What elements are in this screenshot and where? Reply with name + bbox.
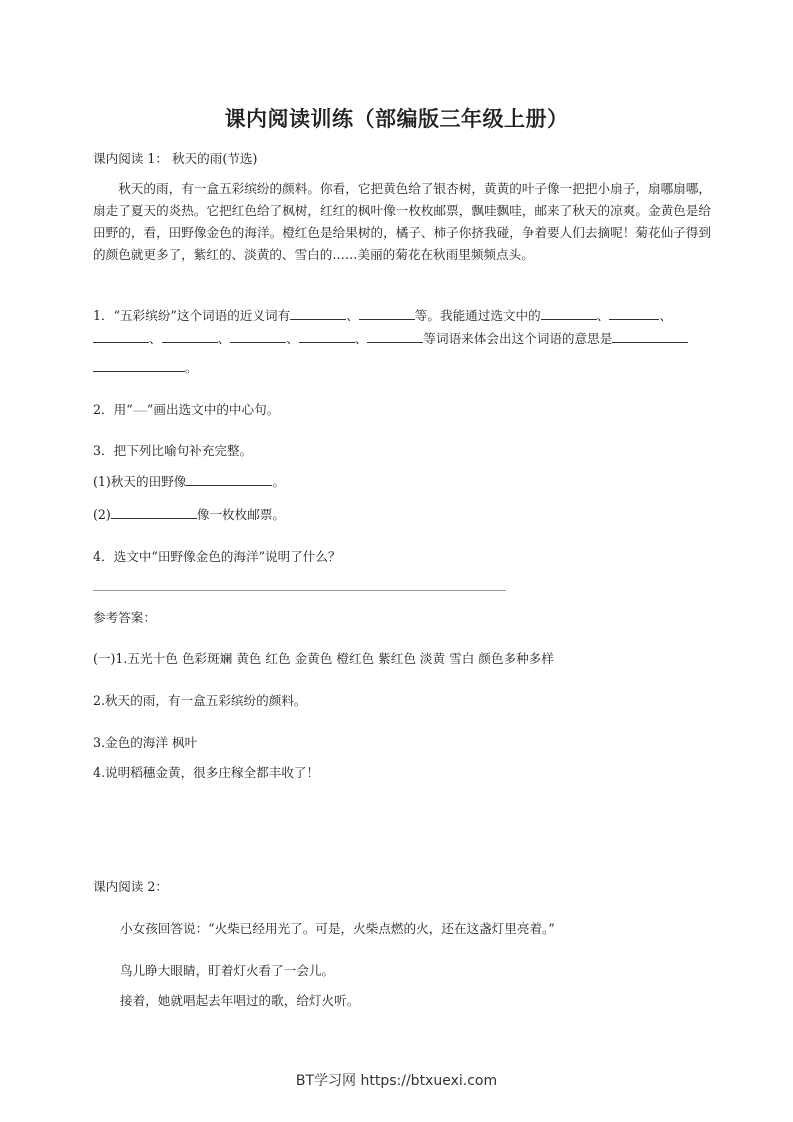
answer-1: (一)1.五光十色 色彩斑斓 黄色 红色 金黄色 橙红色 紫红色 淡黄 雪白 颜色多种多样 <box>93 651 554 666</box>
wavy-line-mark: ------ <box>132 406 147 417</box>
reading2-line-3: 接着，她就唱起去年唱过的歌，给灯火听。 <box>120 993 360 1008</box>
q3-text: 像一枚枚邮票。 <box>196 507 285 522</box>
q3-text: (2) <box>93 507 111 522</box>
reading2-line-1: 小女孩回答说：“火柴已经用光了。可是，火柴点燃的火，还在这盏灯里亮着。” <box>120 921 555 936</box>
answer-blank[interactable] <box>93 359 185 372</box>
reading1-passage <box>93 178 711 266</box>
answer-4: 4.说明稻穗金黄，很多庄稼全都丰收了！ <box>93 765 320 780</box>
separator: 、 <box>149 331 162 346</box>
answer-blank[interactable] <box>290 307 346 320</box>
answer-blank[interactable] <box>609 307 659 320</box>
answer-blank[interactable] <box>93 330 149 343</box>
question-2 <box>93 402 279 420</box>
answer-blank[interactable] <box>186 473 272 486</box>
footer-watermark: BT学习网 https://btxuexi.com <box>295 1073 498 1089</box>
answer-blank[interactable] <box>612 330 688 343</box>
reading2-line-2: 鸟儿睁大眼睛，盯着灯火看了一会儿。 <box>120 963 335 978</box>
page-title: 课内阅读训练（部编版三年级上册） <box>224 107 569 131</box>
answer-blank[interactable] <box>230 330 286 343</box>
period: 。 <box>272 474 285 489</box>
question-1-line-3 <box>93 359 198 376</box>
separator: 、 <box>217 331 231 346</box>
answer-2: 2.秋天的雨，有一盒五彩缤纷的颜料。 <box>93 693 307 708</box>
reading2-heading: 课内阅读 2： <box>93 879 168 894</box>
question-3-item-2 <box>93 506 285 523</box>
separator: 、 <box>346 308 359 323</box>
answer-blank[interactable] <box>367 330 423 343</box>
separator: 、 <box>596 308 610 323</box>
passage-text: 秋天的雨，有一盒五彩缤纷的颜料。你看，它把黄色给了银杏树，黄黄的叶子像一把把小扇子，扇哪扇哪，扇走了夏天的炎热。它把红色给了枫树，红红的枫叶像一枚枚邮票，飘哇飘哇，邮来了秋天的凉爽。金黄色是给田野的，看，田野像金色的海洋。橙红色是给果树的，橘子、柿子你挤我碰，争着要人们去摘呢！菊花仙子得到的颜色就更多了，紫红的、淡黄的、雪白的……美丽的菊花在秋雨里频频点头。 <box>93 181 711 262</box>
separator: 、 <box>354 331 368 346</box>
answer-3: 3.金色的海洋 枫叶 <box>93 735 198 750</box>
question-1-line-2 <box>93 330 688 347</box>
answer-blank[interactable] <box>541 307 597 320</box>
q3-text: (1)秋天的田野像 <box>93 474 187 489</box>
q2-text: ”画出选文中的中心句。 <box>146 402 280 417</box>
answer-blank[interactable] <box>359 307 415 320</box>
separator: 、 <box>659 308 672 323</box>
answer-blank[interactable] <box>162 330 218 343</box>
q2-text: 2．用“ <box>93 402 133 417</box>
answer-blank[interactable] <box>111 506 197 519</box>
reading1-heading: 课内阅读 1： 秋天的雨(节选) <box>93 151 258 166</box>
answer-line[interactable] <box>93 590 506 591</box>
question-1-line-1 <box>93 307 672 324</box>
question-3-item-1 <box>93 473 285 490</box>
q1-text: 1．“五彩缤纷”这个词语的近义词有 <box>93 308 291 323</box>
answer-blank[interactable] <box>299 330 355 343</box>
q1-text: 等词语来体会出这个词语的意思是 <box>423 331 613 346</box>
question-3: 3．把下列比喻句补充完整。 <box>93 443 253 458</box>
question-4: 4．选文中“田野像金色的海洋”说明了什么？ <box>93 549 341 564</box>
answers-heading: 参考答案： <box>93 610 156 625</box>
q1-text: 等。我能通过选文中的 <box>414 308 541 323</box>
separator: 、 <box>286 331 299 346</box>
period: 。 <box>185 360 198 375</box>
